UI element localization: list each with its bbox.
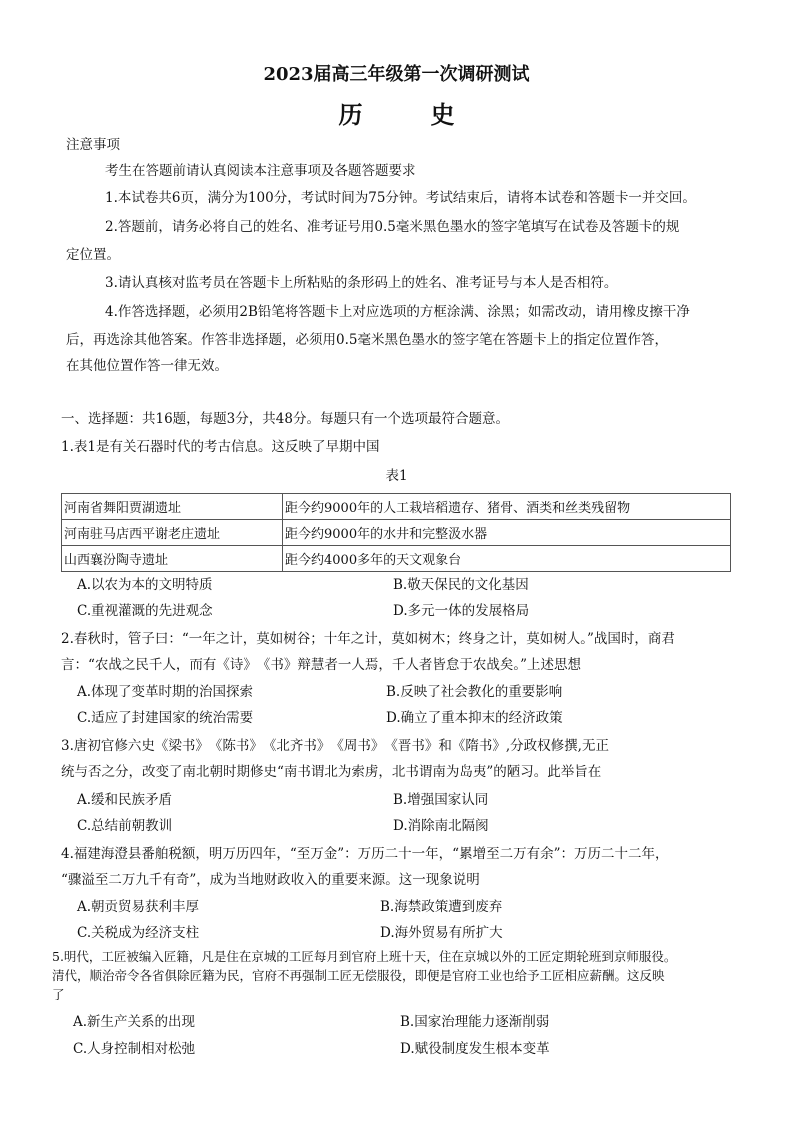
- notice-item: 1.本试卷共6页，满分为100分，考试时间为75分钟。考试结束后，请将本试卷和答题卡一并交回。: [105, 190, 696, 206]
- table-row: [62, 546, 731, 572]
- table-row: [62, 494, 731, 520]
- table-cell: 河南驻马店西平谢老庄遗址: [62, 520, 283, 546]
- notice-item: 后，再选涂其他答案。作答非选择题，必须用0.5毫米黑色墨水的签字笔在答题卡上的指定位置作答，: [66, 332, 668, 348]
- notice-item: 3.请认真核对监考员在答题卡上所粘贴的条形码上的姓名、准考证号与本人是否相符。: [105, 275, 618, 291]
- table-caption: 表1: [385, 468, 408, 484]
- question-3-stem: 统与否之分，改变了南北朝时期修史“南书谓北为索虏，北书谓南为岛夷”的陋习。此举旨在: [61, 764, 602, 780]
- notice-item: 2.答题前，请务必将自己的姓名、准考证号用0.5毫米黑色墨水的签字笔填写在试卷及答题卡的规: [105, 219, 680, 235]
- table-cell: 距今约9000年的水井和完整汲水器: [283, 520, 731, 546]
- table-cell: 距今约4000多年的天文观象台: [283, 546, 731, 572]
- option-b: B.增强国家认同: [393, 792, 489, 808]
- option-d: D.消除南北隔阂: [393, 818, 489, 834]
- option-b: B.海禁政策遭到废弃: [380, 899, 503, 915]
- option-b: B.反映了社会教化的重要影响: [386, 684, 563, 700]
- option-a: A.缓和民族矛盾: [77, 792, 173, 808]
- option-d: D.多元一体的发展格局: [393, 603, 530, 619]
- table-cell: 河南省舞阳贾湖遗址: [62, 494, 283, 520]
- question-3-stem: 3.唐初官修六史《梁书》 《陈书》 《北齐书》 《周书》 《晋书》和《隋书》,分政权修撰,无正: [61, 738, 609, 754]
- table-cell: 距今约9000年的人工栽培稻遗存、猪骨、酒类和丝类残留物: [283, 494, 731, 520]
- option-c: C.重视灌溉的先进观念: [77, 603, 213, 619]
- archaeology-table: [61, 493, 731, 572]
- option-a: A.新生产关系的出现: [73, 1014, 196, 1030]
- option-d: D.赋役制度发生根本变革: [400, 1041, 550, 1057]
- question-2-stem: 言：“农战之民千人，而有《诗》 《书》辩慧者一人焉，千人者皆怠于农战矣。”上述思想: [61, 657, 582, 673]
- table-row: [62, 520, 731, 546]
- option-a: A.体现了变革时期的治国探索: [77, 684, 254, 700]
- question-5-stem: 了: [52, 987, 65, 1002]
- option-a: A.以农为本的文明特质: [77, 577, 213, 593]
- option-a: A.朝贡贸易获利丰厚: [77, 899, 200, 915]
- option-c: C.关税成为经济支柱: [77, 925, 200, 941]
- question-4-stem: 4.福建海澄县番舶税额，明万历四年，“至万金”：万历二十一年，“累增至二万有余”：万历二十二年，: [61, 846, 669, 862]
- notice-item: 定位置。: [66, 247, 120, 263]
- notice-heading: 注意事项: [66, 137, 120, 153]
- section-heading: 一、选择题：共16题，每题3分，共48分。每题只有一个选项最符合题意。: [61, 411, 509, 427]
- question-2-stem: 2.春秋时，管子曰：“一年之计，莫如树谷；十年之计，莫如树木；终身之计，莫如树人。”战国时，商君: [61, 631, 675, 647]
- notice-intro: 考生在答题前请认真阅读本注意事项及各题答题要求: [105, 163, 416, 179]
- option-b: B.敬天保民的文化基因: [393, 577, 529, 593]
- question-1-stem: 1.表1是有关石器时代的考古信息。这反映了早期中国: [61, 439, 380, 455]
- subject-title: 历 史: [338, 100, 477, 129]
- question-4-stem: “骤溢至二万九千有奇”，成为当地财政收入的重要来源。这一现象说明: [61, 872, 480, 888]
- option-c: C.适应了封建国家的统治需要: [77, 710, 254, 726]
- option-b: B.国家治理能力逐渐削弱: [400, 1014, 550, 1030]
- notice-item: 在其他位置作答一律无效。: [66, 358, 228, 374]
- notice-item: 4.作答选择题，必须用2B铅笔将答题卡上对应选项的方框涂满、涂黑；如需改动，请用橡皮擦干净: [105, 304, 690, 320]
- option-d: D.海外贸易有所扩大: [380, 925, 503, 941]
- exam-title: 2023届高三年级第一次调研测试: [263, 64, 530, 85]
- table-cell: 山西襄汾陶寺遗址: [62, 546, 283, 572]
- option-d: D.确立了重本抑末的经济政策: [386, 710, 563, 726]
- question-5-stem: 5.明代，工匠被编入匠籍，凡是住在京城的工匠每月到官府上班十天，住在京城以外的工匠定期轮班到京师服役。: [52, 949, 677, 964]
- question-5-stem: 清代，顺治帝令各省俱除匠籍为民，官府不再强制工匠无偿服役，即便是官府工业也给予工匠相应薪酬。这反映: [52, 968, 665, 983]
- option-c: C.总结前朝教训: [77, 818, 173, 834]
- option-c: C.人身控制相对松弛: [73, 1041, 196, 1057]
